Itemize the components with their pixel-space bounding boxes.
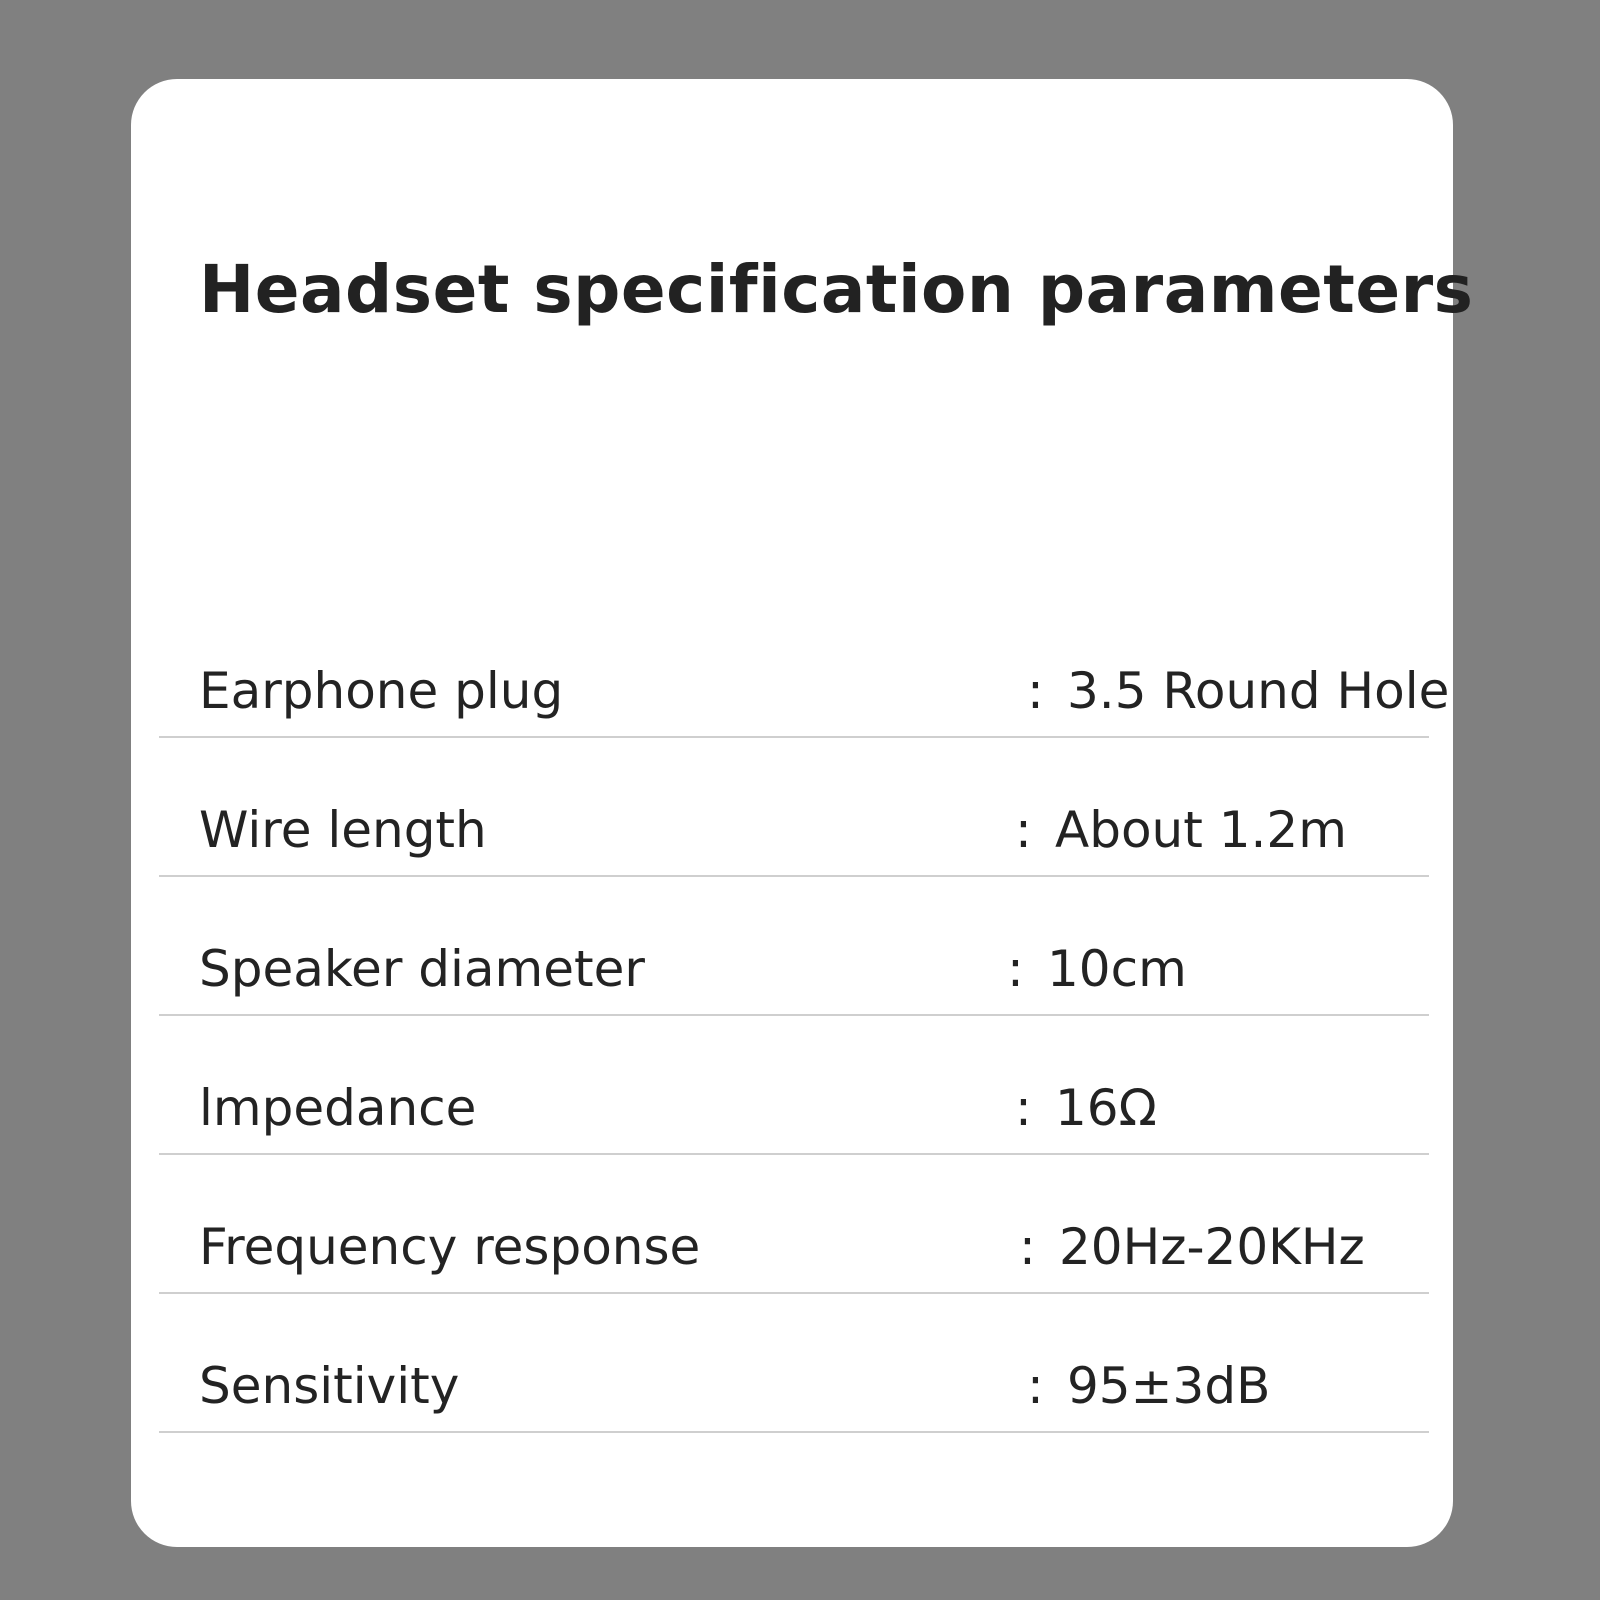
spec-value: 95±3dB [1067,1357,1271,1415]
spec-row-speaker-diameter [159,877,1429,1016]
spec-value: 3.5 Round Hole [1067,662,1450,720]
spec-separator: : [1027,662,1044,720]
spec-value: 10cm [1047,940,1187,998]
spec-label: Wire length [199,801,487,859]
spec-separator: : [1015,801,1032,859]
spec-label: Speaker diameter [199,940,645,998]
spec-row-sensitivity [159,1294,1429,1433]
spec-list [159,599,1450,1433]
spec-row-earphone-plug [159,599,1450,738]
spec-value: 16Ω [1055,1079,1157,1137]
spec-label: Earphone plug [199,662,564,720]
spec-row-impedance [159,1016,1429,1155]
spec-separator: : [1019,1218,1036,1276]
spec-value: 20Hz-20KHz [1059,1218,1365,1276]
spec-value: About 1.2m [1055,801,1347,859]
page-title: Headset specification parameters [199,251,1474,328]
spec-separator: : [1007,940,1024,998]
spec-label: Sensitivity [199,1357,460,1415]
spec-row-wire-length [159,738,1429,877]
spec-row-frequency-response [159,1155,1429,1294]
spec-label: lmpedance [199,1079,477,1137]
spec-label: Frequency response [199,1218,701,1276]
spec-card [131,79,1474,1547]
spec-separator: : [1027,1357,1044,1415]
spec-separator: : [1015,1079,1032,1137]
